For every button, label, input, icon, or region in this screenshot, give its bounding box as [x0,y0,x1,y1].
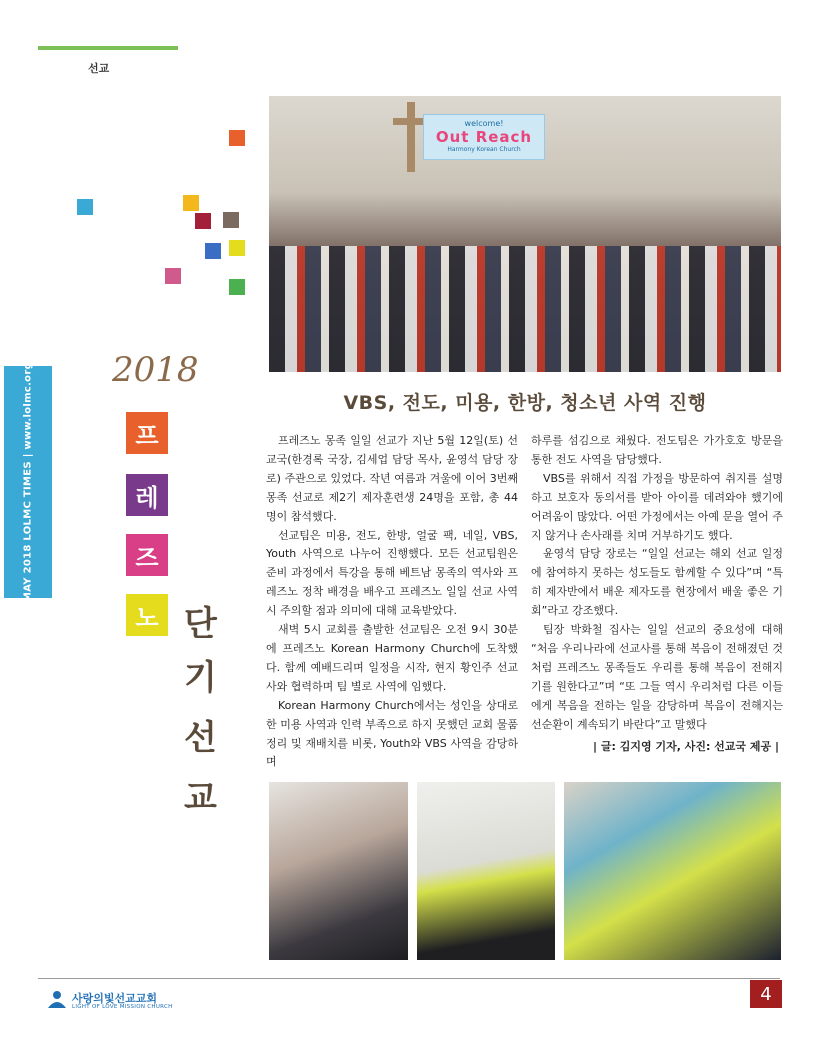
deco-square [229,240,245,256]
section-label: 선교 [88,62,110,75]
top-accent-bar [38,46,178,50]
photo-haircut [269,782,408,960]
group-photo [269,96,781,372]
title-vertical-char-3: 선 [184,718,217,758]
page-number: 4 [750,980,782,1008]
deco-square [183,195,199,211]
article-paragraph: 윤영석 담당 장로는 “일일 선교는 해외 선교 일정에 참여하지 못하는 성도들도 함께할 수 있다”며 “특히 제자반에서 배운 제자도를 현장에서 배울 좋은 기회”라고 강조했다. [531,547,783,618]
article-paragraph: VBS를 위해서 직접 가정을 방문하여 취지를 설명하고 보호자 동의서를 받아 아이를 데려와야 했기에 어려움이 많았다. 어떤 가정에서는 아예 문을 열어 주지 않거나 손사래를 치며 거부하기도 했다. [531,471,783,542]
article-column-right [531,432,783,735]
deco-square [223,212,239,228]
photo-treatment [417,782,555,960]
article-paragraph: Korean Harmony Church에서는 성인을 상대로 한 미용 사역과 인력 부족으로 하지 못했던 교회 물품 정리 및 재배치를 비롯, Youth와 VBS 사역을 감당하며 [266,698,518,769]
title-box-1: 프 [126,412,168,454]
title-vertical-char-4: 교 [184,778,217,818]
outreach-banner [423,114,545,160]
banner-main: Out Reach [435,128,533,146]
footer-divider [38,978,780,979]
title-box-4: 노 [126,594,168,636]
crowd [269,246,781,372]
title-box-2: 레 [126,474,168,516]
article-credit: | 글: 김지영 기자, 사진: 선교국 제공 | [593,740,779,753]
side-tab [4,361,52,603]
article-paragraph: 프레즈노 몽족 일일 선교가 지난 5월 12일(토) 선교국(한경록 국장, 김세업 담당 목사, 윤영석 담당 장로) 주관으로 있었다. 작년 여름과 겨울에 이어 3번째 몽족 선교로 제2기 제자훈련생 24명을 포함, 총 44명이 참석했다. [266,434,518,523]
deco-square [77,199,93,215]
church-logo-subtitle: LIGHT OF LOVE MISSION CHURCH [72,1004,173,1010]
article-paragraph: 새벽 5시 교회를 출발한 선교팀은 오전 9시 30분에 프레즈노 Korean Harmony Church에 도착했다. 함께 예배드리며 일정을 시작, 현지 황인주 선교사와 협력하며 팀 별로 사역에 임했다. [266,623,518,693]
deco-square [229,130,245,146]
title-box-3: 즈 [126,534,168,576]
title-vertical-char-2: 기 [184,658,217,698]
side-tab-text: MAY 2018 LOLMC TIMES | www.lolmc.org [22,361,34,603]
deco-square [229,279,245,295]
church-logo-icon [46,988,68,1010]
article-paragraph: 팀장 박화철 집사는 일일 선교의 중요성에 대해 “처음 우리나라에 선교사를 통해 복음이 전해졌던 것처럼 프레즈노 몽족들도 우리를 통해 복음이 전해지기를 원한다고”며 “또 그들 역시 우리처럼 다른 이들에게 복음을 전하는 일을 감당하며 복음이 전해지는 선순환이 계속되기 바란다”고 말했다 [531,623,783,731]
deco-square [165,268,181,284]
article-headline: VBS, 전도, 미용, 한방, 청소년 사역 진행 [343,392,707,414]
deco-square [195,213,211,229]
article-paragraph: 하루를 섬김으로 채웠다. 전도팀은 가가호호 방문을 통한 전도 사역을 담당했다. [531,434,783,466]
banner-church: Harmony Korean Church [447,146,521,153]
title-vertical-char-1: 단 [184,604,217,644]
deco-square [205,243,221,259]
article-paragraph: 선교팀은 미용, 전도, 한방, 얼굴 팩, 네일, VBS, Youth 사역으로 나누어 진행했다. 모든 선교팀원은 준비 과정에서 특강을 통해 베트남 몽족의 역사와 프레즈노 정착 배경을 배우고 프레즈노 일일 선교 사역 시 주의할 점과 의미에 대해 교육받았다. [266,528,518,618]
photo-balloons [564,782,781,960]
church-logo-name: 사랑의빛선교교회 [72,992,158,1005]
title-year: 2018 [112,350,199,390]
cross-icon [407,102,415,172]
article-column-left [266,432,518,772]
banner-welcome: welcome! [464,119,504,128]
